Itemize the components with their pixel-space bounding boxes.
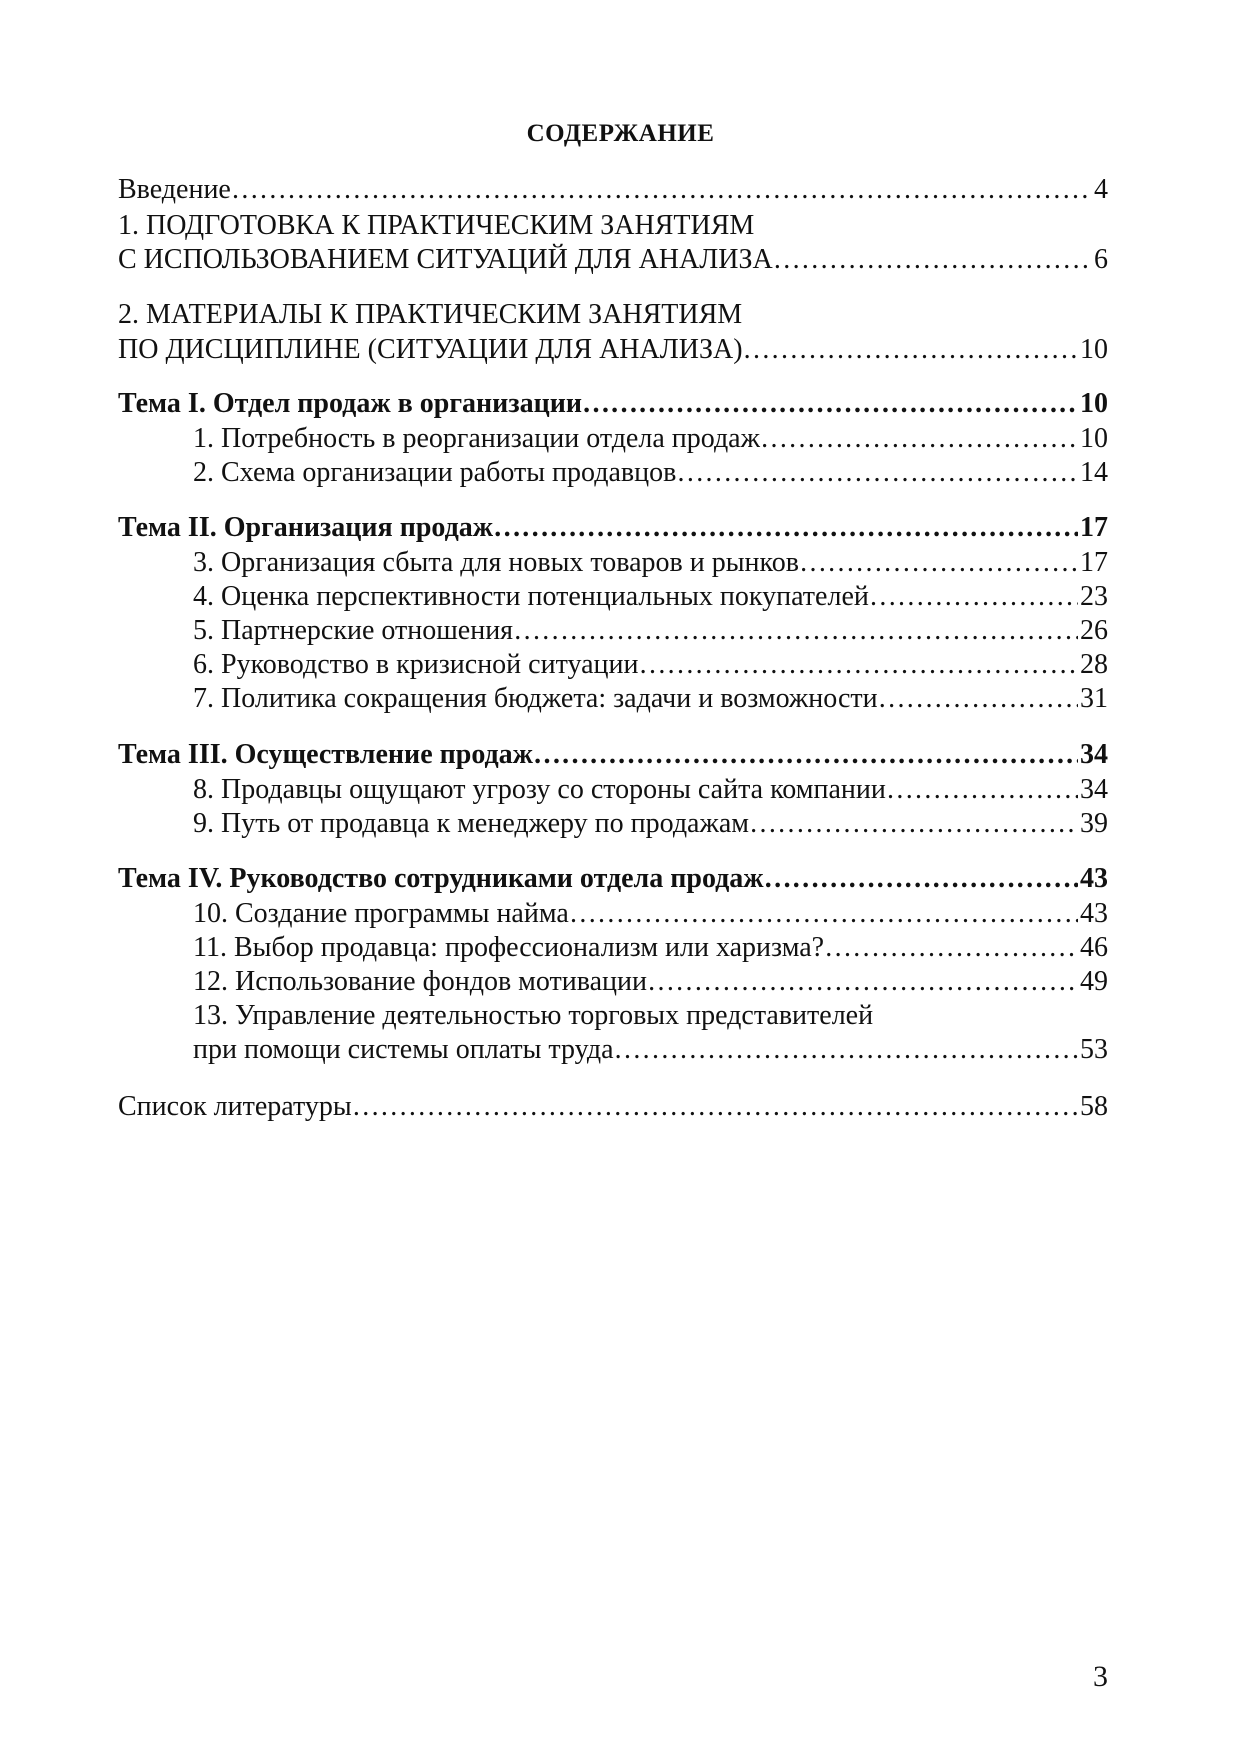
page-number: 3 <box>1093 1660 1108 1693</box>
toc-entry-label: ПО ДИСЦИПЛИНЕ (СИТУАЦИИ ДЛЯ АНАЛИЗА) <box>118 334 743 365</box>
toc-topic-title: Тема I. Отдел продаж в организации <box>118 388 582 419</box>
dot-leader <box>533 735 1078 775</box>
toc-page-number: 14 <box>1080 457 1108 488</box>
toc-topic-title: Тема II. Организация продаж <box>118 512 494 543</box>
page-title: СОДЕРЖАНИЕ <box>526 120 715 147</box>
toc-entry-label: 13. Управление деятельностью торговых представителей <box>193 1000 874 1031</box>
toc-topic-4[interactable] <box>118 859 1108 899</box>
toc-page-number: 46 <box>1080 932 1108 963</box>
toc-item-continuation[interactable] <box>193 1030 1108 1070</box>
dot-leader <box>352 1087 1078 1127</box>
dot-leader <box>743 330 1078 370</box>
dot-leader <box>614 1030 1078 1070</box>
dot-leader <box>878 679 1078 719</box>
toc-entry-label: 1. Потребность в реорганизации отдела продаж <box>193 423 760 454</box>
toc-entry-label: С ИСПОЛЬЗОВАНИЕМ СИТУАЦИЙ ДЛЯ АНАЛИЗА <box>118 244 773 275</box>
toc-topic-title: Тема III. Осуществление продаж <box>118 739 533 770</box>
dot-leader <box>493 508 1078 548</box>
toc-topic-1[interactable] <box>118 384 1108 424</box>
toc-item[interactable] <box>193 679 1108 719</box>
dot-leader <box>231 170 1092 210</box>
dot-leader <box>773 240 1092 280</box>
toc-page-number: 43 <box>1080 863 1108 894</box>
toc-topic-3[interactable] <box>118 735 1108 775</box>
toc-entry-label: 10. Создание программы найма <box>193 898 569 929</box>
toc-page-number: 39 <box>1080 808 1108 839</box>
toc-entry-label: Введение <box>118 174 231 205</box>
toc-page-number: 17 <box>1080 512 1108 543</box>
toc-topic-2[interactable] <box>118 508 1108 548</box>
toc-section-2-line1[interactable] <box>118 295 1108 335</box>
toc-page-number: 26 <box>1080 615 1108 646</box>
toc-page-number: 4 <box>1094 174 1108 205</box>
toc-entry-label: 5. Партнерские отношения <box>193 615 514 646</box>
toc-entry-label: при помощи системы оплаты труда <box>193 1034 614 1065</box>
toc-page-number: 10 <box>1080 334 1108 365</box>
dot-leader <box>764 859 1078 899</box>
toc-section-2-line2[interactable] <box>118 330 1108 370</box>
toc-entry-label: 12. Использование фондов мотивации <box>193 966 647 997</box>
toc-entry-label: 7. Политика сокращения бюджета: задачи и возможности <box>193 683 878 714</box>
dot-leader <box>749 804 1078 844</box>
toc-entry-label: 9. Путь от продавца к менеджеру по продажам <box>193 808 749 839</box>
toc-entry-label: 1. ПОДГОТОВКА К ПРАКТИЧЕСКИМ ЗАНЯТИЯМ <box>118 210 755 241</box>
toc-page-number: 6 <box>1094 244 1108 275</box>
toc-entry-label: 11. Выбор продавца: профессионализм или харизма? <box>193 932 825 963</box>
toc-entry-label: 2. МАТЕРИАЛЫ К ПРАКТИЧЕСКИМ ЗАНЯТИЯМ <box>118 299 743 330</box>
toc-page-number: 53 <box>1080 1034 1108 1065</box>
toc-page-number: 43 <box>1080 898 1108 929</box>
toc-entry-label: 8. Продавцы ощущают угрозу со стороны сайта компании <box>193 774 886 805</box>
toc-page-number: 34 <box>1080 774 1108 805</box>
toc-topic-title: Тема IV. Руководство сотрудниками отдела продаж <box>118 863 764 894</box>
toc-item[interactable] <box>193 804 1108 844</box>
toc-page-number: 10 <box>1080 423 1108 454</box>
toc-entry-label: 4. Оценка перспективности потенциальных покупателей <box>193 581 869 612</box>
toc-entry-label: 3. Организация сбыта для новых товаров и рынков <box>193 547 799 578</box>
toc-page-number: 34 <box>1080 739 1108 770</box>
toc-page-number: 28 <box>1080 649 1108 680</box>
toc-entry-label: 6. Руководство в кризисной ситуации <box>193 649 639 680</box>
dot-leader <box>676 453 1078 493</box>
toc-entry-references[interactable] <box>118 1087 1108 1127</box>
toc-entry-intro[interactable] <box>118 170 1108 210</box>
toc-item[interactable] <box>193 453 1108 493</box>
toc-page-number: 31 <box>1080 683 1108 714</box>
toc-page-number: 17 <box>1080 547 1108 578</box>
toc-page-number: 49 <box>1080 966 1108 997</box>
toc-entry-label: Список литературы <box>118 1091 352 1122</box>
dot-leader <box>582 384 1078 424</box>
toc-page-number: 23 <box>1080 581 1108 612</box>
toc-page-number: 10 <box>1080 388 1108 419</box>
toc-page-number: 58 <box>1080 1091 1108 1122</box>
toc-section-1-line2[interactable] <box>118 240 1108 280</box>
toc-entry-label: 2. Схема организации работы продавцов <box>193 457 677 488</box>
